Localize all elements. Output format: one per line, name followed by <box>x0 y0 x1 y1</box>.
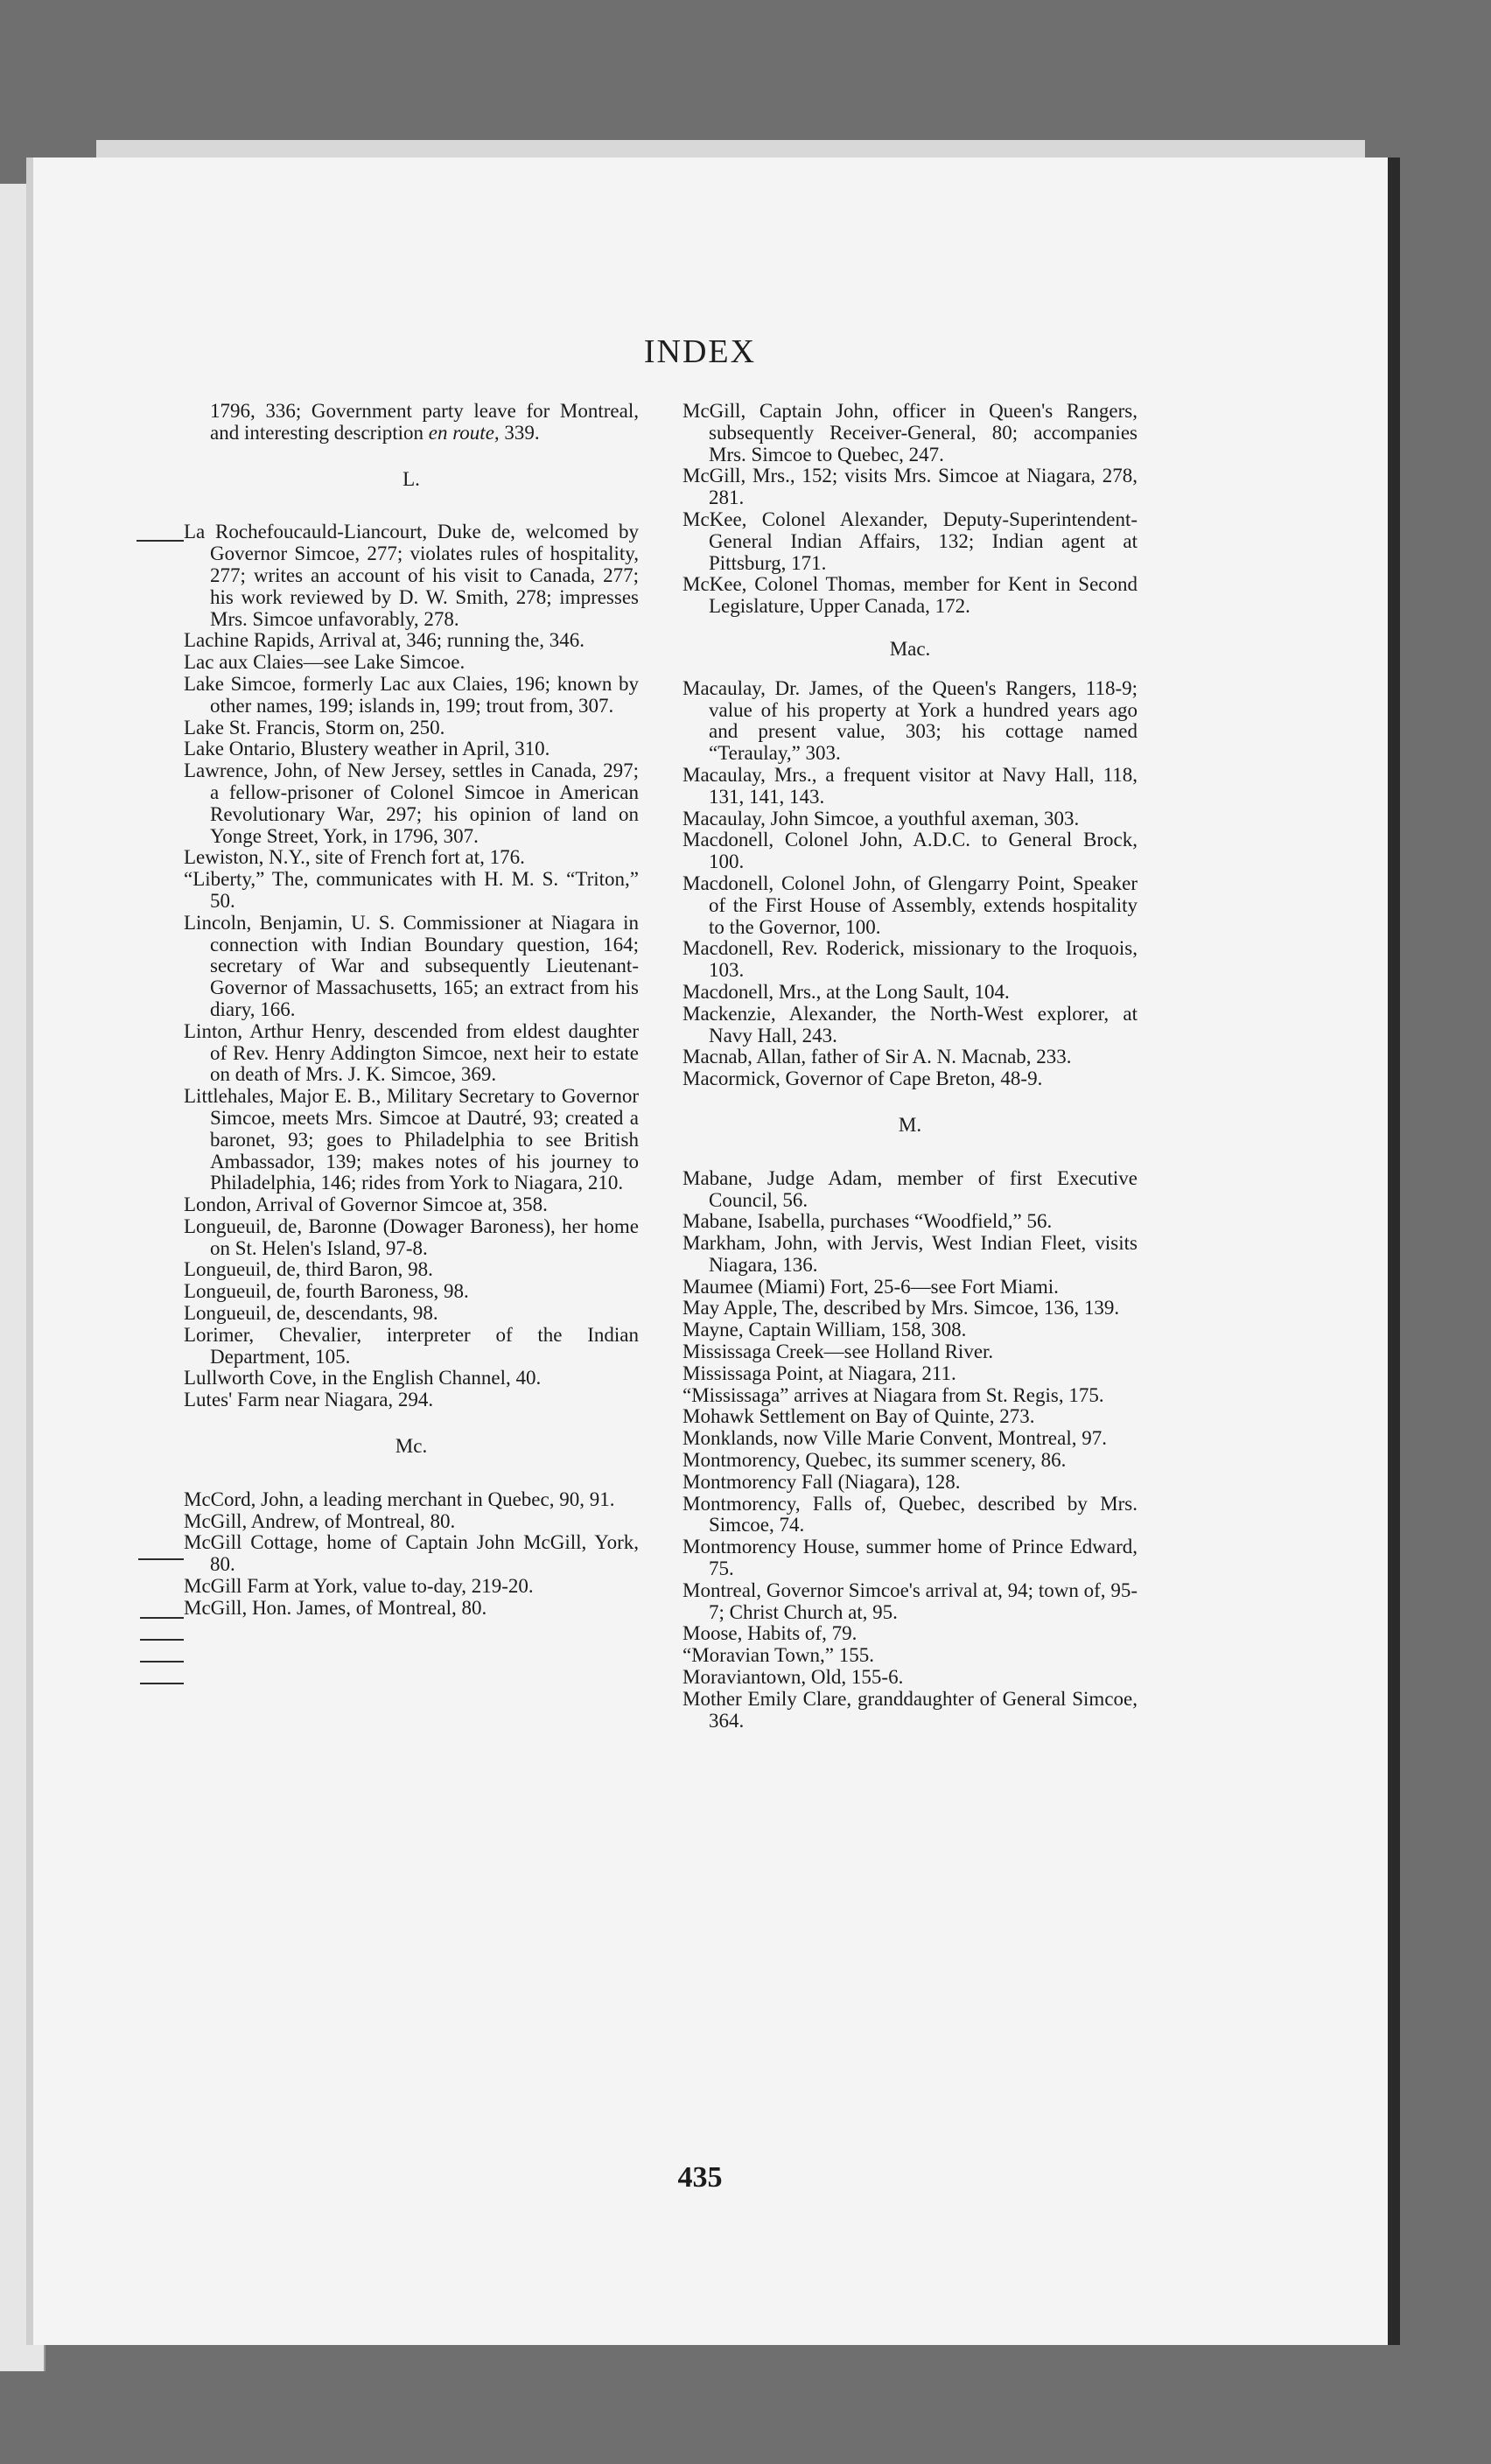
book-page <box>26 158 1400 2345</box>
index-entry: Lac aux Claies—see Lake Simcoe. <box>184 651 466 674</box>
index-entry: Mississaga Point, at Niagara, 211. <box>682 1362 956 1384</box>
index-entry: Littlehales, Major E. B., Military Secretary to Governor Simcoe, meets Mrs. Simcoe at Dautré, 93; created a baronet, 93; goes to Philadelphia to see British Ambassador, 139; makes notes of his journey to Philadelphia, 146; rides from York to Niagara, 210. <box>184 1085 639 1194</box>
page-top-edge <box>96 140 1365 159</box>
index-entry: Macaulay, Mrs., a frequent visitor at Navy Hall, 118, 131, 141, 143. <box>682 763 1138 808</box>
index-entry: Longueuil, de, fourth Baroness, 98. <box>184 1280 469 1303</box>
index-entry: McGill, Captain John, officer in Queen's Rangers, subsequently Receiver-General, 80; accompanies Mrs. Simcoe to Quebec, 247. <box>682 400 1138 466</box>
index-entry: Lachine Rapids, Arrival at, 346; running the, 346. <box>184 629 584 652</box>
index-entry: Mohawk Settlement on Bay of Quinte, 273. <box>682 1405 1035 1428</box>
index-entry: Mother Emily Clare, granddaughter of General Simcoe, 364. <box>682 1687 1138 1732</box>
index-entry: Macnab, Allan, father of Sir A. N. Macnab, 233. <box>682 1046 1072 1068</box>
index-entry: Lincoln, Benjamin, U. S. Commissioner at Niagara in connection with Indian Boundary question, 164; secretary of War and subsequently Lieutenant-Governor of Massachusetts, 165; an extract from his diary, 166. <box>184 911 639 1020</box>
index-entry: Macdonell, Rev. Roderick, missionary to the Iroquois, 103. <box>682 937 1138 982</box>
index-entry: Markham, John, with Jervis, West Indian Fleet, visits Niagara, 136. <box>682 1232 1138 1276</box>
margin-pen-mark <box>138 1558 184 1560</box>
index-entry: Macormick, Governor of Cape Breton, 48-9. <box>682 1068 1043 1090</box>
index-entry: Lutes' Farm near Niagara, 294. <box>184 1389 434 1411</box>
index-entry: Montmorency Fall (Niagara), 128. <box>682 1470 961 1493</box>
index-entry: Mississaga Creek—see Holland River. <box>682 1340 994 1363</box>
margin-pen-mark <box>140 1661 184 1662</box>
index-entry: “Moravian Town,” 155. <box>682 1644 874 1667</box>
index-entry: Mabane, Judge Adam, member of first Executive Council, 56. <box>682 1166 1138 1211</box>
page-heading: INDEX <box>643 333 757 370</box>
index-entry: McKee, Colonel Alexander, Deputy-Superintendent-General Indian Affairs, 132; Indian agent at Pittsburg, 171. <box>682 508 1138 574</box>
margin-pen-mark <box>140 1617 184 1619</box>
index-entry: Longueuil, de, third Baron, 98. <box>184 1258 433 1281</box>
index-entry: Lorimer, Chevalier, interpreter of the Indian Department, 105. <box>184 1323 639 1368</box>
index-entry: McGill Cottage, home of Captain John McGill, York, 80. <box>184 1531 639 1576</box>
margin-pen-mark <box>140 1683 184 1684</box>
index-entry: Moose, Habits of, 79. <box>682 1622 858 1645</box>
index-entry: McKee, Colonel Thomas, member for Kent in Second Legislature, Upper Canada, 172. <box>682 573 1138 618</box>
index-entry: Lawrence, John, of New Jersey, settles in Canada, 297; a fellow-prisoner of Colonel Simcoe in American Revolutionary War, 297; his opinion of land on Yonge Street, York, in 1796, 307. <box>184 760 639 847</box>
margin-pen-mark <box>136 540 184 542</box>
index-entry: Mabane, Isabella, purchases “Woodfield,” 56. <box>682 1210 1053 1233</box>
page-number: 435 <box>677 2161 723 2194</box>
entry-text: 1796, 336; Government party leave for Montreal, and interesting description <box>210 400 639 444</box>
index-entry: Macdonell, Colonel John, A.D.C. to General Brock, 100. <box>682 829 1138 873</box>
gutter-shadow <box>26 158 33 2345</box>
index-entry: Macaulay, Dr. James, of the Queen's Rangers, 118-9; value of his property at York a hundred years ago and present value, 303; his cottage named “Teraulay,” 303. <box>682 676 1138 765</box>
index-entry: McGill, Hon. James, of Montreal, 80. <box>184 1596 487 1619</box>
index-entry: La Rochefoucauld-Liancourt, Duke de, welcomed by Governor Simcoe, 277; violates rules of hospitality, 277; writes an account of his visit to Canada, 277; his work reviewed by D. W. Smith, 278; impresses Mrs. Simcoe unfavorably, 278. <box>184 521 639 630</box>
index-entry: Longueuil, de, descendants, 98. <box>184 1302 438 1325</box>
index-entry: McCord, John, a leading merchant in Quebec, 90, 91. <box>184 1488 615 1510</box>
index-entry: London, Arrival of Governor Simcoe at, 358. <box>184 1194 548 1216</box>
index-entry: “Liberty,” The, communicates with H. M. S. “Triton,” 50. <box>184 868 639 912</box>
section-letter: Mac. <box>889 637 931 660</box>
index-entry-continuation <box>184 401 639 444</box>
section-letter: L. <box>402 467 420 490</box>
index-entry: Mayne, Captain William, 158, 308. <box>682 1319 967 1341</box>
index-entry: Lake St. Francis, Storm on, 250. <box>184 716 445 738</box>
index-entry: Moraviantown, Old, 155-6. <box>682 1666 904 1689</box>
index-entry: Macdonell, Mrs., at the Long Sault, 104. <box>682 980 1010 1003</box>
index-entry: Macaulay, John Simcoe, a youthful axeman, 303. <box>682 807 1080 830</box>
index-entry: McGill Farm at York, value to-day, 219-20. <box>184 1575 534 1598</box>
index-entry: Montmorency House, summer home of Prince Edward, 75. <box>682 1536 1138 1580</box>
index-entry: Montmorency, Falls of, Quebec, described by Mrs. Simcoe, 74. <box>682 1492 1138 1536</box>
index-entry: Maumee (Miami) Fort, 25-6—see Fort Miami. <box>682 1275 1059 1298</box>
index-entry: Longueuil, de, Baronne (Dowager Baroness), her home on St. Helen's Island, 97-8. <box>184 1214 639 1259</box>
index-entry: Monklands, now Ville Marie Convent, Montreal, 97. <box>682 1427 1107 1450</box>
index-entry: Montreal, Governor Simcoe's arrival at, 94; town of, 95-7; Christ Church at, 95. <box>682 1578 1138 1623</box>
entry-italic-text: en route, <box>428 421 500 444</box>
section-letter: Mc. <box>395 1435 428 1458</box>
index-entry: Linton, Arthur Henry, descended from eldest daughter of Rev. Henry Addington Simcoe, next heir to estate on death of Mrs. J. K. Simcoe, 369. <box>184 1019 639 1086</box>
index-column-left <box>184 401 639 1620</box>
index-entry: Mackenzie, Alexander, the North-West explorer, at Navy Hall, 243. <box>682 1002 1138 1046</box>
index-entry: Lake Simcoe, formerly Lac aux Claies, 196; known by other names, 199; islands in, 199; trout from, 307. <box>184 672 639 717</box>
index-entry: McGill, Mrs., 152; visits Mrs. Simcoe at Niagara, 278, 281. <box>682 465 1138 509</box>
index-entry: Lewiston, N.Y., site of French fort at, 176. <box>184 846 525 869</box>
index-entry: Lake Ontario, Blustery weather in April, 310. <box>184 738 550 760</box>
index-column-right <box>682 401 1138 1732</box>
index-entry: Macdonell, Colonel John, of Glengarry Point, Speaker of the First House of Assembly, extends hospitality to the Governor, 100. <box>682 872 1138 938</box>
index-entry: May Apple, The, described by Mrs. Simcoe, 136, 139. <box>682 1297 1120 1320</box>
index-entry: Montmorency, Quebec, its summer scenery, 86. <box>682 1449 1067 1472</box>
index-entry: McGill, Andrew, of Montreal, 80. <box>184 1509 456 1532</box>
margin-pen-mark <box>140 1639 184 1641</box>
entry-text-tail: 339. <box>499 421 540 444</box>
section-letter: M. <box>898 1113 922 1136</box>
index-entry: “Mississaga” arrives at Niagara from St. Regis, 175. <box>682 1383 1104 1406</box>
index-entry: Lullworth Cove, in the English Channel, 40. <box>184 1367 542 1390</box>
